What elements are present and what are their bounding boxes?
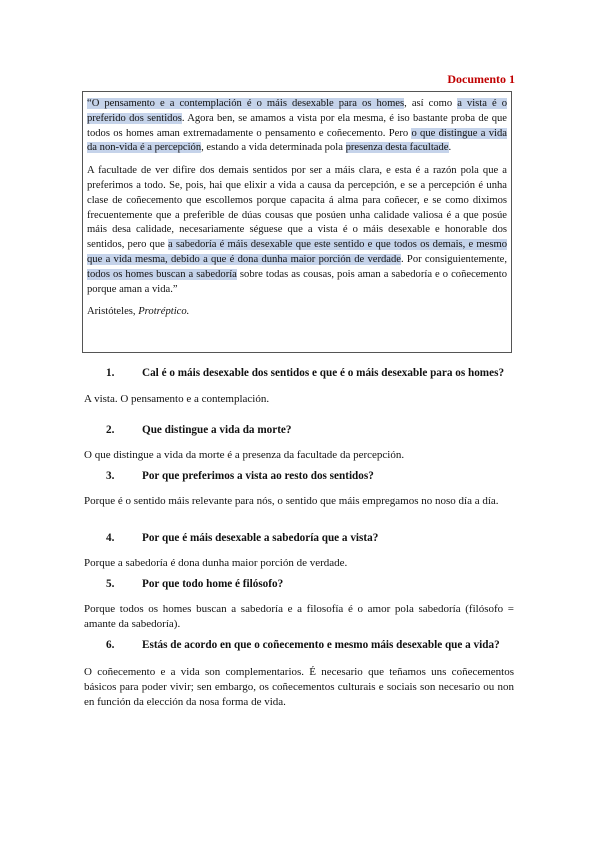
question: [84, 423, 514, 438]
question: [84, 469, 514, 484]
answer: O que distingue a vida da morte é a presenza da facultade da percepción.: [84, 449, 405, 461]
quote-text: .: [448, 142, 452, 154]
question-text: Cal é o máis desexable dos sentidos e que é o máis desexable para os homes?: [142, 367, 505, 379]
answer: A vista. O pensamento e a contemplación.: [84, 393, 270, 405]
question: [84, 531, 514, 546]
quote-text: sobre todas as cousas, pois aman a sabedoría e o coñecemento porque aman a vida.”: [87, 268, 507, 295]
quote-text: . Agora ben, se amamos a vista por ela mesma, é iso bastante proba de que todos os homes aman extremadamente o pensamento e coñecemento. Pero: [87, 112, 507, 139]
highlight: o que distingue a vida da non-vida é a percepción: [87, 127, 507, 154]
qa-item-1: [84, 366, 514, 407]
quote-attribution: [87, 305, 507, 320]
quote-text: , estando a vida determinada pola: [201, 142, 346, 154]
question: [84, 638, 514, 653]
question-text: Por que todo home é filósofo?: [142, 578, 284, 590]
question-text: Estás de acordo en que o coñecemento e mesmo máis desexable que a vida?: [142, 639, 500, 651]
question-number: 1.: [106, 367, 115, 379]
question: [84, 366, 514, 381]
document-label: Documento 1: [447, 72, 515, 86]
question-number: 5.: [106, 578, 115, 590]
qa-item-4: [84, 531, 514, 571]
question-number: 3.: [106, 470, 115, 482]
question: [84, 577, 514, 592]
answer: Porque a sabedoría é dona dunha maior porción de verdade.: [84, 557, 348, 569]
question-text: Por que é máis desexable a sabedoría que a vista?: [142, 532, 379, 544]
qa-item-2: [84, 423, 514, 463]
answer: Porque todos os homes buscan a sabedoría e a filosofía é o amor pola sabedoría (filósofo = amante da sabedoría).: [84, 603, 514, 630]
quote-paragraph-1: [87, 97, 507, 156]
highlight: presenza desta facultade: [345, 142, 449, 154]
quote-text: . Por consiguientemente,: [401, 253, 507, 265]
quote-paragraph-2: [87, 164, 507, 297]
answer: O coñecemento e a vida son complementarios. É necesario que teñamos uns coñecementos básicos para poder vivir; sen embargo, os coñecementos culturais e sociais son necesario ou non en función da elección da nosa forma de vida.: [84, 666, 514, 708]
work-title: Protréptico.: [138, 306, 190, 318]
question-number: 6.: [106, 639, 115, 651]
quote-box: [82, 91, 512, 353]
answer: Porque é o sentido máis relevante para nós, o sentido que máis empregamos no noso día a día.: [84, 495, 499, 507]
qa-item-6: [84, 638, 514, 709]
author-name: Aristóteles,: [87, 306, 139, 318]
question-text: Que distingue a vida da morte?: [142, 424, 292, 436]
question-number: 4.: [106, 532, 115, 544]
qa-item-3: [84, 469, 514, 509]
quote-text: A facultade de ver difire dos demais sentidos por ser a máis clara, e esta é a razón pola que a preferimos a todo. Se, pois, hai que elixir a vida a causa da percepción, e se a percepción é unha clase de coñecemento que escollemos porque capacita á alma para coñecer, e se como diximos frecuentemente que a preferible de dúas cousas que posúen unha calidade valiosa é a que posúe máis desa calidade, necesariamente séguese que a vista é o máis desexable e honorable dos sentidos, pero que: [87, 165, 507, 251]
highlight: “O pensamento e a contemplación é o máis desexable para os homes: [87, 98, 405, 109]
highlight: a sabedoría é máis desexable que este sentido e que todos os demais, e mesmo que a vida mesma, debido a que é dona dunha maior porción de verdade: [87, 239, 507, 265]
quote-text: , así como: [404, 98, 458, 109]
question-text: Por que preferimos a vista ao resto dos sentidos?: [142, 470, 374, 482]
qa-item-5: [84, 577, 514, 632]
highlight: a vista é o preferido dos sentidos: [87, 98, 507, 124]
highlight: todos os homes buscan a sabedoría: [87, 268, 237, 280]
question-number: 2.: [106, 424, 115, 436]
